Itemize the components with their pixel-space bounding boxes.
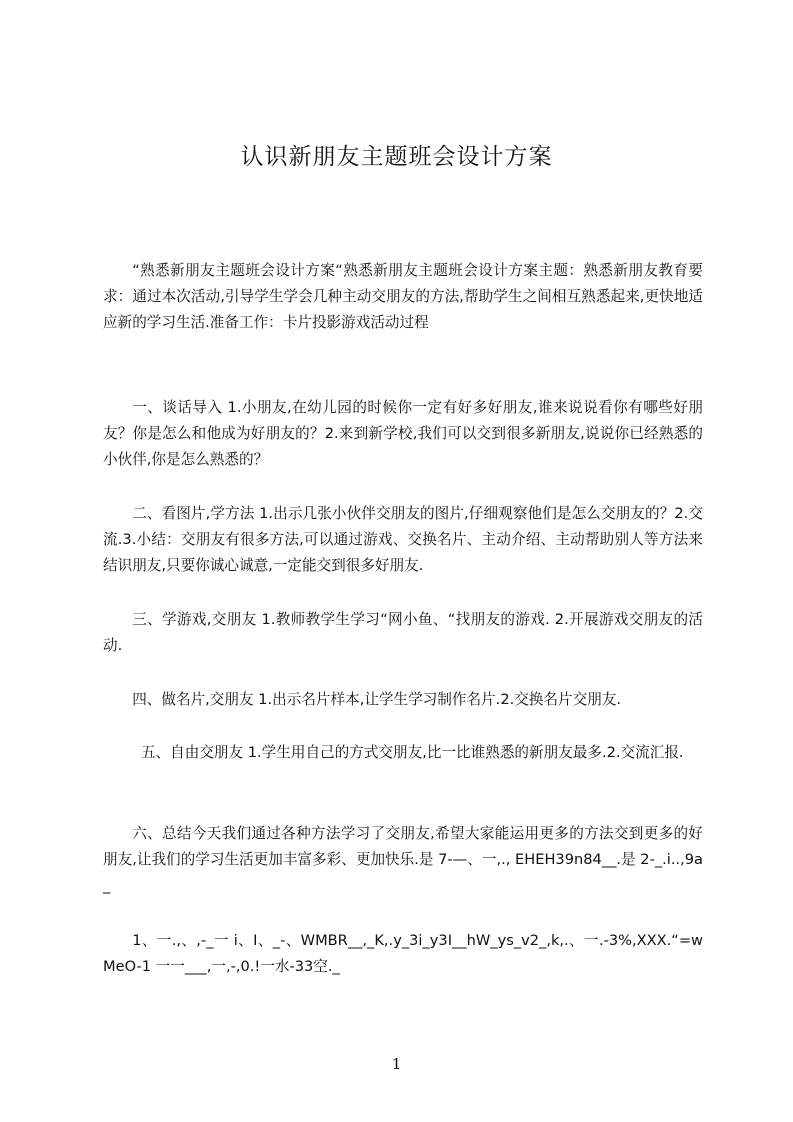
garbled-text-paragraph: 1、一.,、,-_一 i、I、_-、WMBR__,_K,.y_3i_y3I__hW_ys_v2_,k,.、一.-3%,XXX.“=wMeO-1 一一___,一,-,0.!一水-33空._ (103, 932, 703, 975)
intro-paragraph: “熟悉新朋友主题班会设计方案“熟悉新朋友主题班会设计方案主题：熟悉新朋友教育要求：通过本次活动,引导学生学会几种主动交朋友的方法,帮助学生之间相互熟悉起来,更快地适应新的学习生活.准备工作：卡片投影游戏活动过程 (103, 262, 703, 331)
section-2-paragraph: 二、看图片,学方法 1.出示几张小伙伴交朋友的图片,仔细观察他们是怎么交朋友的？2.交流.3.小结：交朋友有很多方法,可以通过游戏、交换名片、主动介绍、主动帮助别人等方法来结识朋友,只要你诚心诚意,一定能交到很多好朋友. (103, 505, 703, 574)
document-title: 认识新朋友主题班会设计方案 (240, 144, 553, 170)
section-3-paragraph: 三、学游戏,交朋友 1.教师教学生学习“网小鱼、“找朋友的游戏. 2.开展游戏交朋友的活动. (103, 611, 703, 654)
section-4-paragraph: 四、做名片,交朋友 1.出示名片样本,让学生学习制作名片.2.交换名片交朋友. (132, 691, 622, 708)
section-6-paragraph: 六、总结今天我们通过各种方法学习了交朋友,希望大家能运用更多的方法交到更多的好朋友,让我们的学习生活更加丰富多彩、更加快乐.是 7-—、一,., EHEH39n84__.是 2-_.i..,9a_ (103, 825, 703, 894)
section-1-paragraph: 一、谈话导入 1.小朋友,在幼儿园的时候你一定有好多好朋友,谁来说说看你有哪些好朋友？你是怎么和他成为好朋友的？2.来到新学校,我们可以交到很多新朋友,说说你已经熟悉的小伙伴,你是怎么熟悉的？ (103, 399, 703, 468)
section-5-paragraph: 五、自由交朋友 1.学生用自己的方式交朋友,比一比谁熟悉的新朋友最多.2.交流汇报. (140, 744, 684, 761)
page-number: 1 (391, 1055, 402, 1073)
